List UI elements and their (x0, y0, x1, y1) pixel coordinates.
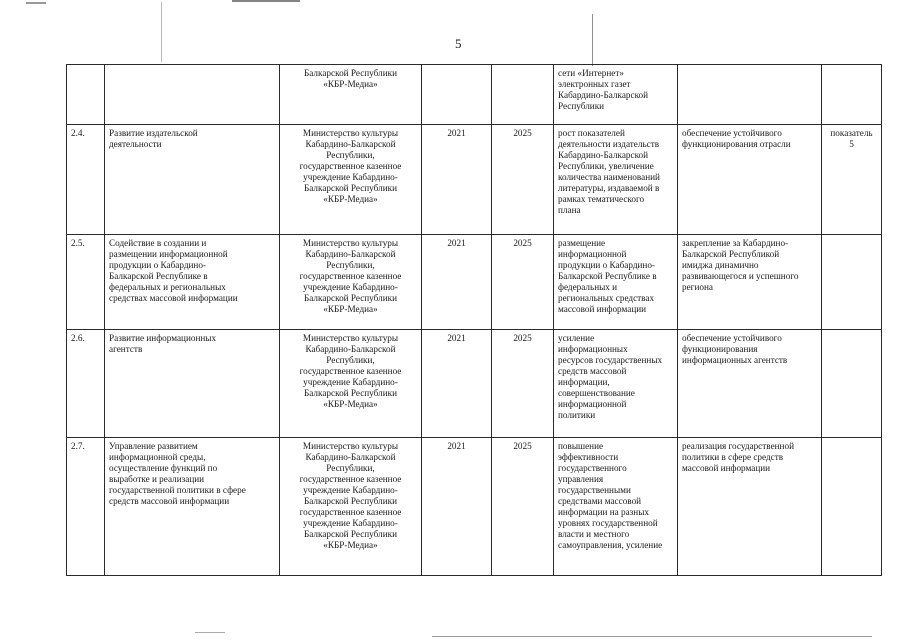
row-number (67, 65, 105, 125)
table-row (67, 235, 882, 330)
scan-artifact-vertical (592, 14, 593, 66)
indicator-cell: показатель 5 (822, 125, 882, 235)
scan-artifact-top-left (26, 2, 46, 4)
expected-result: сети «Интернет» электронных газет Кабардино-Балкарской Республики (554, 65, 678, 125)
indicator-cell (822, 438, 882, 576)
measures-table (66, 64, 882, 576)
executor-cell: Министерство культуры Кабардино-Балкарской Республики, государственное казенное учреждение Кабардино- Балкарской Республики «КБР-Медиа» (280, 330, 422, 438)
end-year (492, 65, 554, 125)
measure-name: Управление развитием информационной среды, осуществление функций по выработке и реализации государственной политики в сфере средств массовой информации (105, 438, 280, 576)
goal-cell: обеспечение устойчивого функционирования отрасли (678, 125, 822, 235)
measure-name: Развитие издательской деятельности (105, 125, 280, 235)
table-row (67, 125, 882, 235)
start-year: 2021 (422, 438, 492, 576)
executor-cell: Министерство культуры Кабардино-Балкарской Республики, государственное казенное учреждение Кабардино- Балкарской Республики «КБР-Медиа» (280, 235, 422, 330)
expected-result: рост показателей деятельности издательств Кабардино-Балкарской Республики, увеличение количества наименований литературы, издаваемой в рамках тематического плана (554, 125, 678, 235)
executor-cell: Министерство культуры Кабардино-Балкарской Республики, государственное казенное учреждение Кабардино- Балкарской Республики «КБР-Медиа» (280, 125, 422, 235)
indicator-cell (822, 330, 882, 438)
table-row (67, 330, 882, 438)
table-row (67, 438, 882, 576)
scan-artifact-left-vertical (161, 2, 162, 62)
page-number: 5 (455, 36, 462, 51)
end-year: 2025 (492, 330, 554, 438)
end-year: 2025 (492, 125, 554, 235)
start-year: 2021 (422, 125, 492, 235)
expected-result: повышение эффективности государственного управления государственными средствами массовой информации на разных уровнях государственной власти и местного самоуправления, усиление (554, 438, 678, 576)
goal-cell: реализация государственной политики в сфере средств массовой информации (678, 438, 822, 576)
row-number: 2.4. (67, 125, 105, 235)
goal-cell (678, 65, 822, 125)
indicator-cell (822, 65, 882, 125)
goal-cell: закрепление за Кабардино- Балкарской Республикой имиджа динамично развивающегося и успешного региона (678, 235, 822, 330)
row-number: 2.5. (67, 235, 105, 330)
measure-name: Содействие в создании и размещении информационной продукции о Кабардино- Балкарской Республике в федеральных и региональных средствах массовой информации (105, 235, 280, 330)
end-year: 2025 (492, 235, 554, 330)
expected-result: размещение информационной продукции о Кабардино- Балкарской Республике в федеральных и региональных средствах массовой информации (554, 235, 678, 330)
executor-cell: Балкарской Республики «КБР-Медиа» (280, 65, 422, 125)
measure-name (105, 65, 280, 125)
table-row (67, 65, 882, 125)
scan-artifact-bottom-left (195, 632, 225, 633)
executor-cell: Министерство культуры Кабардино-Балкарской Республики, государственное казенное учреждение Кабардино- Балкарской Республики государственное казенное учреждение Кабардино- Балкарской Республики «КБР-Медиа» (280, 438, 422, 576)
row-number: 2.6. (67, 330, 105, 438)
indicator-cell (822, 235, 882, 330)
scan-artifact-bottom-right (432, 636, 872, 637)
measure-name: Развитие информационных агентств (105, 330, 280, 438)
scan-artifact-top (232, 0, 300, 2)
row-number: 2.7. (67, 438, 105, 576)
start-year: 2021 (422, 235, 492, 330)
end-year: 2025 (492, 438, 554, 576)
expected-result: усиление информационных ресурсов государственных средств массовой информации, совершенствование информационной политики (554, 330, 678, 438)
start-year (422, 65, 492, 125)
start-year: 2021 (422, 330, 492, 438)
goal-cell: обеспечение устойчивого функционирования информационных агентств (678, 330, 822, 438)
